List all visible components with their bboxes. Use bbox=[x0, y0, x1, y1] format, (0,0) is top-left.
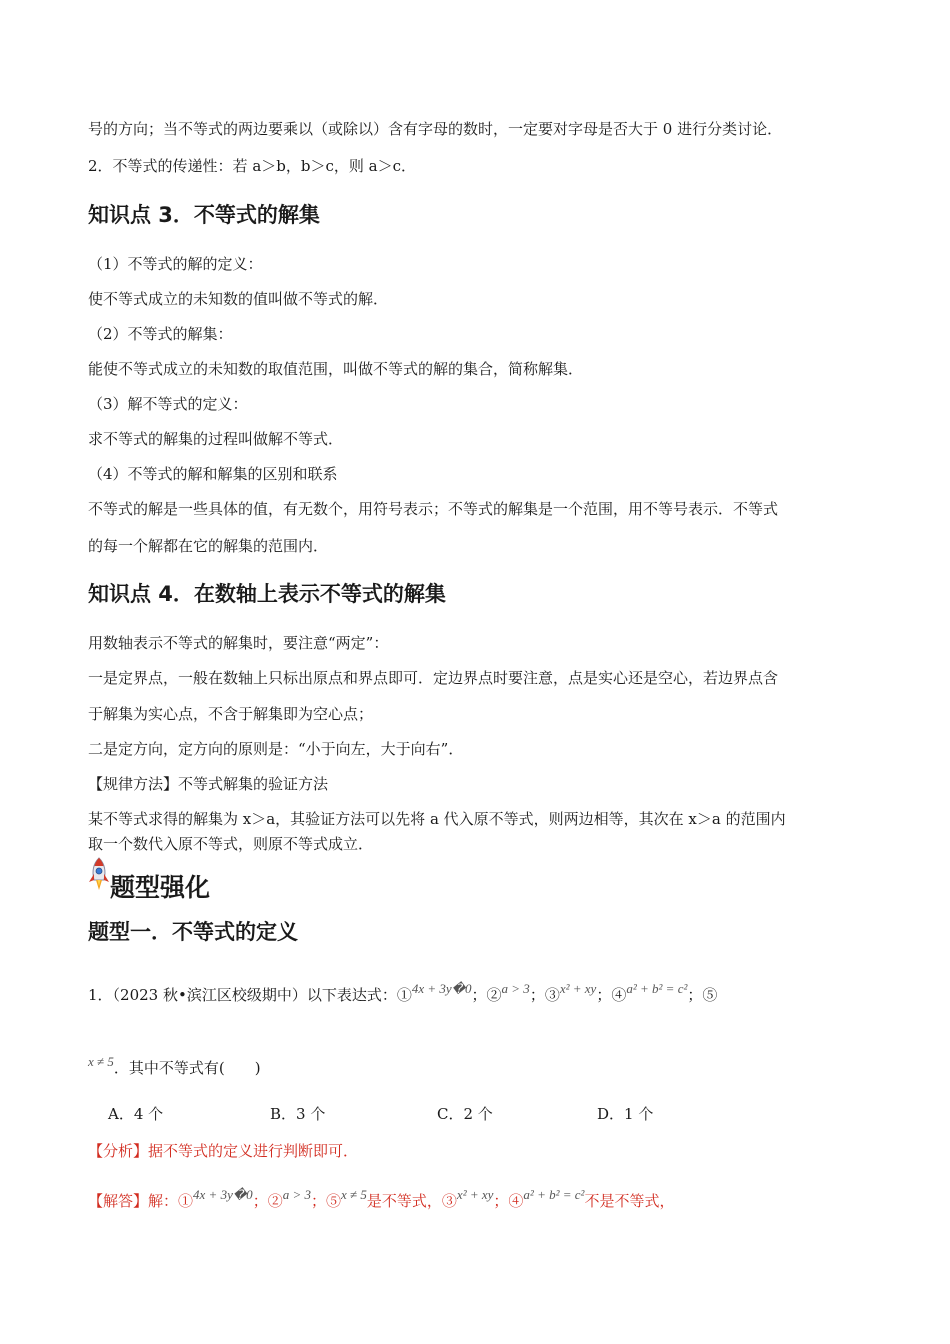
answer-text: 不是不等式， bbox=[584, 1192, 675, 1210]
math-expression-3: x² + xy bbox=[559, 981, 597, 996]
option-a[interactable]: A．4 个 bbox=[108, 1105, 164, 1123]
option-b[interactable]: B．3 个 bbox=[270, 1105, 326, 1123]
text-line: 求不等式的解集的过程叫做解不等式． bbox=[88, 430, 344, 448]
heading-question-type-1: 题型一．不等式的定义 bbox=[88, 920, 298, 944]
analysis-text: 据不等式的定义进行判断即可． bbox=[148, 1142, 359, 1160]
text-line: 【规律方法】不等式解集的验证方法 bbox=[88, 775, 329, 793]
math-expression-4: a² + b² = c² bbox=[626, 981, 688, 996]
choice-3-marker: ③ bbox=[544, 986, 560, 1004]
text-line: 号的方向；当不等式的两边要乘以（或除以）含有字母的数时，一定要对字母是否大于 0 进行分类讨论． bbox=[88, 120, 783, 138]
question-1-line-1 bbox=[88, 981, 718, 1005]
answer-line bbox=[88, 1187, 675, 1211]
math-expression-3: x² + xy bbox=[456, 1187, 494, 1202]
text-line: 二是定方向，定方向的原则是：“小于向左，大于向右”． bbox=[88, 740, 464, 758]
heading-section-practice: 题型强化 bbox=[110, 873, 211, 902]
math-expression-4: a² + b² = c² bbox=[523, 1187, 585, 1202]
text-line: （4）不等式的解和解集的区别和联系 bbox=[88, 465, 338, 483]
option-c[interactable]: C．2 个 bbox=[437, 1105, 493, 1123]
answer-text: 解：① bbox=[148, 1192, 194, 1210]
separator: ； bbox=[596, 986, 612, 1004]
choice-4-marker: ④ bbox=[611, 986, 627, 1004]
heading-knowledge-point-3: 知识点 3．不等式的解集 bbox=[88, 203, 320, 227]
text-line: 某不等式求得的解集为 x＞a，其验证方法可以先将 a 代入原不等式，则两边相等，其次在 x＞a 的范围内 bbox=[88, 810, 786, 828]
math-expression-2: a > 3 bbox=[282, 1187, 311, 1202]
text-line: 用数轴表示不等式的解集时，要注意“两定”： bbox=[88, 634, 389, 652]
separator: ； bbox=[529, 986, 545, 1004]
math-expression-1: 4x + 3y�0 bbox=[411, 981, 472, 996]
choice-5-marker: ⑤ bbox=[702, 986, 718, 1004]
text-line: 一是定界点，一般在数轴上只标出原点和界点即可．定边界点时要注意，点是实心还是空心，若边界点含 bbox=[88, 669, 779, 687]
question-1-prefix: 1．（2023 秋•滨江区校级期中）以下表达式：① bbox=[88, 986, 412, 1004]
answer-tag: 【解答】 bbox=[88, 1192, 149, 1210]
analysis-line bbox=[88, 1140, 358, 1161]
answer-text: ；⑤ bbox=[310, 1192, 341, 1210]
separator: ； bbox=[687, 986, 703, 1004]
text-line: 使不等式成立的未知数的值叫做不等式的解． bbox=[88, 290, 389, 308]
math-expression-5: x ≠ 5 bbox=[341, 1187, 367, 1202]
text-line: 不等式的解是一些具体的值，有无数个，用符号表示；不等式的解集是一个范围，用不等号表示．不等式 bbox=[88, 500, 779, 518]
text-line: 于解集为实心点，不含于解集即为空心点； bbox=[88, 705, 374, 723]
text-line: （1）不等式的解的定义： bbox=[88, 255, 263, 273]
math-expression-2: a > 3 bbox=[501, 981, 530, 996]
analysis-tag: 【分析】 bbox=[88, 1142, 149, 1160]
heading-knowledge-point-4: 知识点 4．在数轴上表示不等式的解集 bbox=[88, 582, 446, 606]
rocket-icon bbox=[86, 856, 112, 892]
separator: ； bbox=[471, 986, 487, 1004]
option-d[interactable]: D．1 个 bbox=[597, 1105, 654, 1123]
math-expression-1: 4x + 3y�0 bbox=[193, 1187, 253, 1202]
text-line: 2．不等式的传递性：若 a＞b，b＞c，则 a＞c． bbox=[88, 157, 416, 175]
answer-text: 是不等式，③ bbox=[366, 1192, 457, 1210]
question-1-stem: ．其中不等式有( ) bbox=[113, 1059, 261, 1077]
answer-text: ；④ bbox=[493, 1192, 524, 1210]
choice-2-marker: ② bbox=[486, 986, 502, 1004]
question-1-line-2 bbox=[88, 1054, 261, 1078]
text-line: 取一个数代入原不等式，则原不等式成立． bbox=[88, 835, 374, 853]
text-line: 能使不等式成立的未知数的取值范围，叫做不等式的解的集合，简称解集． bbox=[88, 360, 584, 378]
text-line: 的每一个解都在它的解集的范围内． bbox=[88, 537, 329, 555]
text-line: （2）不等式的解集： bbox=[88, 325, 233, 343]
text-line: （3）解不等式的定义： bbox=[88, 395, 248, 413]
math-expression-5: x ≠ 5 bbox=[88, 1054, 114, 1069]
answer-text: ；② bbox=[252, 1192, 283, 1210]
